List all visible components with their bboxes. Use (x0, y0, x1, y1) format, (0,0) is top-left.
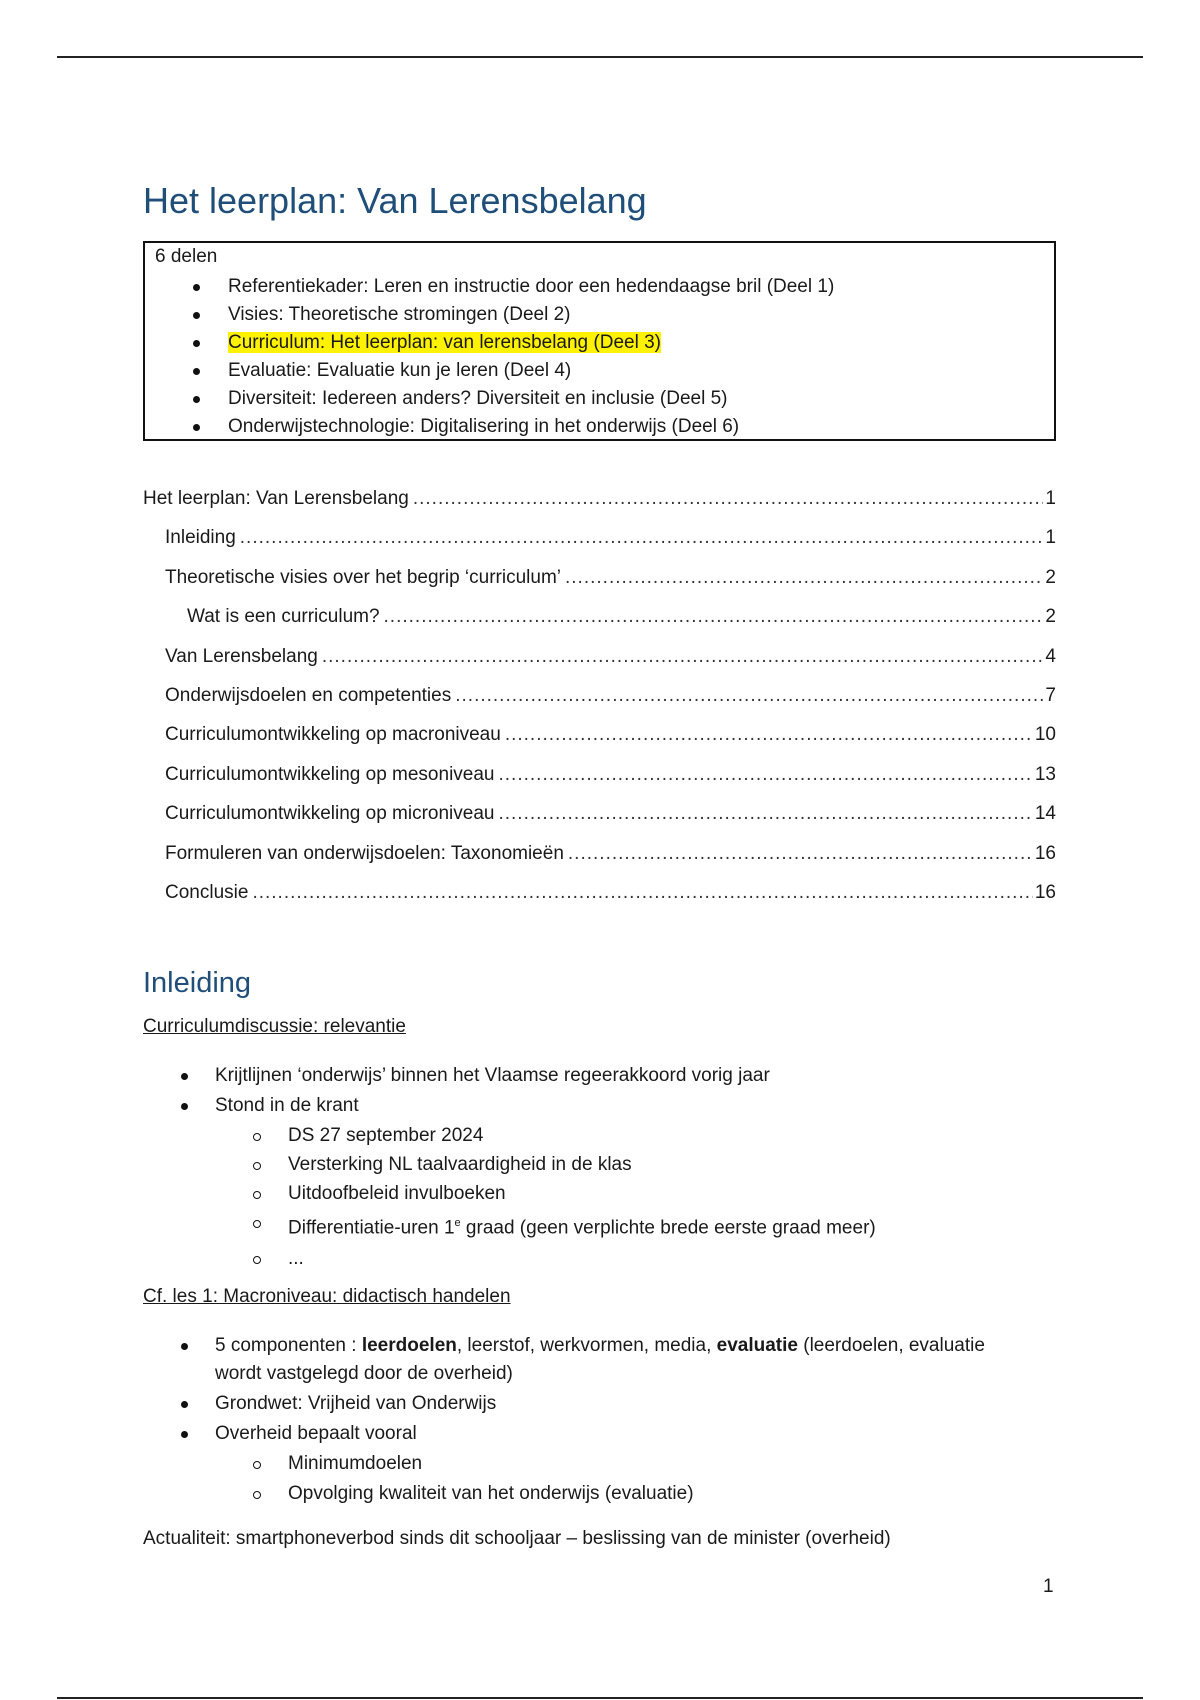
list-macroniveau (143, 1332, 1056, 1508)
parts-item: Onderwijstechnologie: Digitalisering in het onderwijs (Deel 6) (145, 413, 1054, 441)
bullet-icon (181, 1401, 188, 1408)
table-of-contents (143, 485, 1056, 918)
circle-bullet-icon (253, 1162, 261, 1170)
toc-entry[interactable]: Het leerplan: Van Lerensbelang ..... 1 (143, 485, 1056, 524)
footer-rule (57, 1697, 1143, 1699)
toc-entry[interactable]: Curriculumontwikkeling op mesoniveau ..... 13 (143, 761, 1056, 800)
bullet-icon (181, 1073, 188, 1080)
circle-bullet-icon (253, 1256, 261, 1264)
section-heading-inleiding: Inleiding (143, 967, 252, 999)
list-item: 5 componenten : leerdoelen, leerstof, werkvormen, media, evaluatie (leerdoelen, evaluatie wordt vastgelegd door de overheid) (143, 1332, 1056, 1388)
bullet-icon (181, 1103, 188, 1110)
bullet-icon (181, 1431, 188, 1438)
list-curriculumdiscussie (143, 1062, 1056, 1273)
toc-entry[interactable]: Conclusie ..... 16 (143, 879, 1056, 918)
sub-list-item: Opvolging kwaliteit van het onderwijs (evaluatie) (143, 1480, 1056, 1508)
toc-entry[interactable]: Inleiding ..... 1 (143, 524, 1056, 563)
header-rule (57, 56, 1143, 58)
toc-entry[interactable]: Curriculumontwikkeling op macroniveau ..... 10 (143, 721, 1056, 760)
parts-box (143, 241, 1056, 441)
subheading-macroniveau: Cf. les 1: Macroniveau: didactisch handelen (143, 1286, 511, 1307)
bullet-icon (193, 312, 200, 319)
toc-entry[interactable]: Wat is een curriculum? ..... 2 (143, 603, 1056, 642)
toc-entry[interactable]: Onderwijsdoelen en competenties ..... 7 (143, 682, 1056, 721)
sub-list-item: DS 27 september 2024 (143, 1122, 1056, 1150)
parts-item: Diversiteit: Iedereen anders? Diversiteit en inclusie (Deel 5) (145, 385, 1054, 413)
list-item: Overheid bepaalt vooral (143, 1420, 1056, 1448)
highlighted-text: Curriculum: Het leerplan: van lerensbelang (Deel 3) (228, 332, 661, 353)
toc-entry[interactable]: Van Lerensbelang ..... 4 (143, 643, 1056, 682)
list-item: Stond in de krant (143, 1092, 1056, 1120)
bullet-icon (193, 368, 200, 375)
sub-list-item: Minimumdoelen (143, 1450, 1056, 1478)
page-number: 1 (1043, 1576, 1054, 1597)
circle-bullet-icon (253, 1220, 261, 1228)
parts-item: Visies: Theoretische stromingen (Deel 2) (145, 301, 1054, 329)
circle-bullet-icon (253, 1461, 261, 1469)
toc-entry[interactable]: Theoretische visies over het begrip ‘curriculum’ ..... 2 (143, 564, 1056, 603)
bullet-icon (193, 424, 200, 431)
bullet-icon (193, 340, 200, 347)
parts-list (145, 273, 1054, 441)
subheading-curriculumdiscussie: Curriculumdiscussie: relevantie (143, 1016, 406, 1037)
circle-bullet-icon (253, 1491, 261, 1499)
bullet-icon (193, 396, 200, 403)
list-item: Grondwet: Vrijheid van Onderwijs (143, 1390, 1056, 1418)
bullet-icon (181, 1343, 188, 1350)
parts-heading: 6 delen (155, 246, 218, 267)
bullet-icon (193, 284, 200, 291)
parts-item-highlighted (145, 329, 1054, 357)
sub-list-item: Uitdoofbeleid invulboeken (143, 1180, 1056, 1208)
list-item: Krijtlijnen ‘onderwijs’ binnen het Vlaamse regeerakkoord vorig jaar (143, 1062, 1056, 1090)
sub-list-item: ... (143, 1245, 1056, 1273)
toc-entry[interactable]: Formuleren van onderwijsdoelen: Taxonomieën ..... 16 (143, 840, 1056, 879)
sub-list-item: Versterking NL taalvaardigheid in de klas (143, 1151, 1056, 1179)
actualiteit-paragraph: Actualiteit: smartphoneverbod sinds dit schooljaar – beslissing van de minister (overheid) (143, 1528, 891, 1549)
circle-bullet-icon (253, 1133, 261, 1141)
parts-item: Evaluatie: Evaluatie kun je leren (Deel 4) (145, 357, 1054, 385)
parts-item: Referentiekader: Leren en instructie door een hedendaagse bril (Deel 1) (145, 273, 1054, 301)
toc-entry[interactable]: Curriculumontwikkeling op microniveau ..... 14 (143, 800, 1056, 839)
circle-bullet-icon (253, 1191, 261, 1199)
document-title: Het leerplan: Van Lerensbelang (143, 180, 647, 221)
sub-list-item: Differentiatie-uren 1e graad (geen verplichte brede eerste graad meer) (143, 1209, 1056, 1242)
